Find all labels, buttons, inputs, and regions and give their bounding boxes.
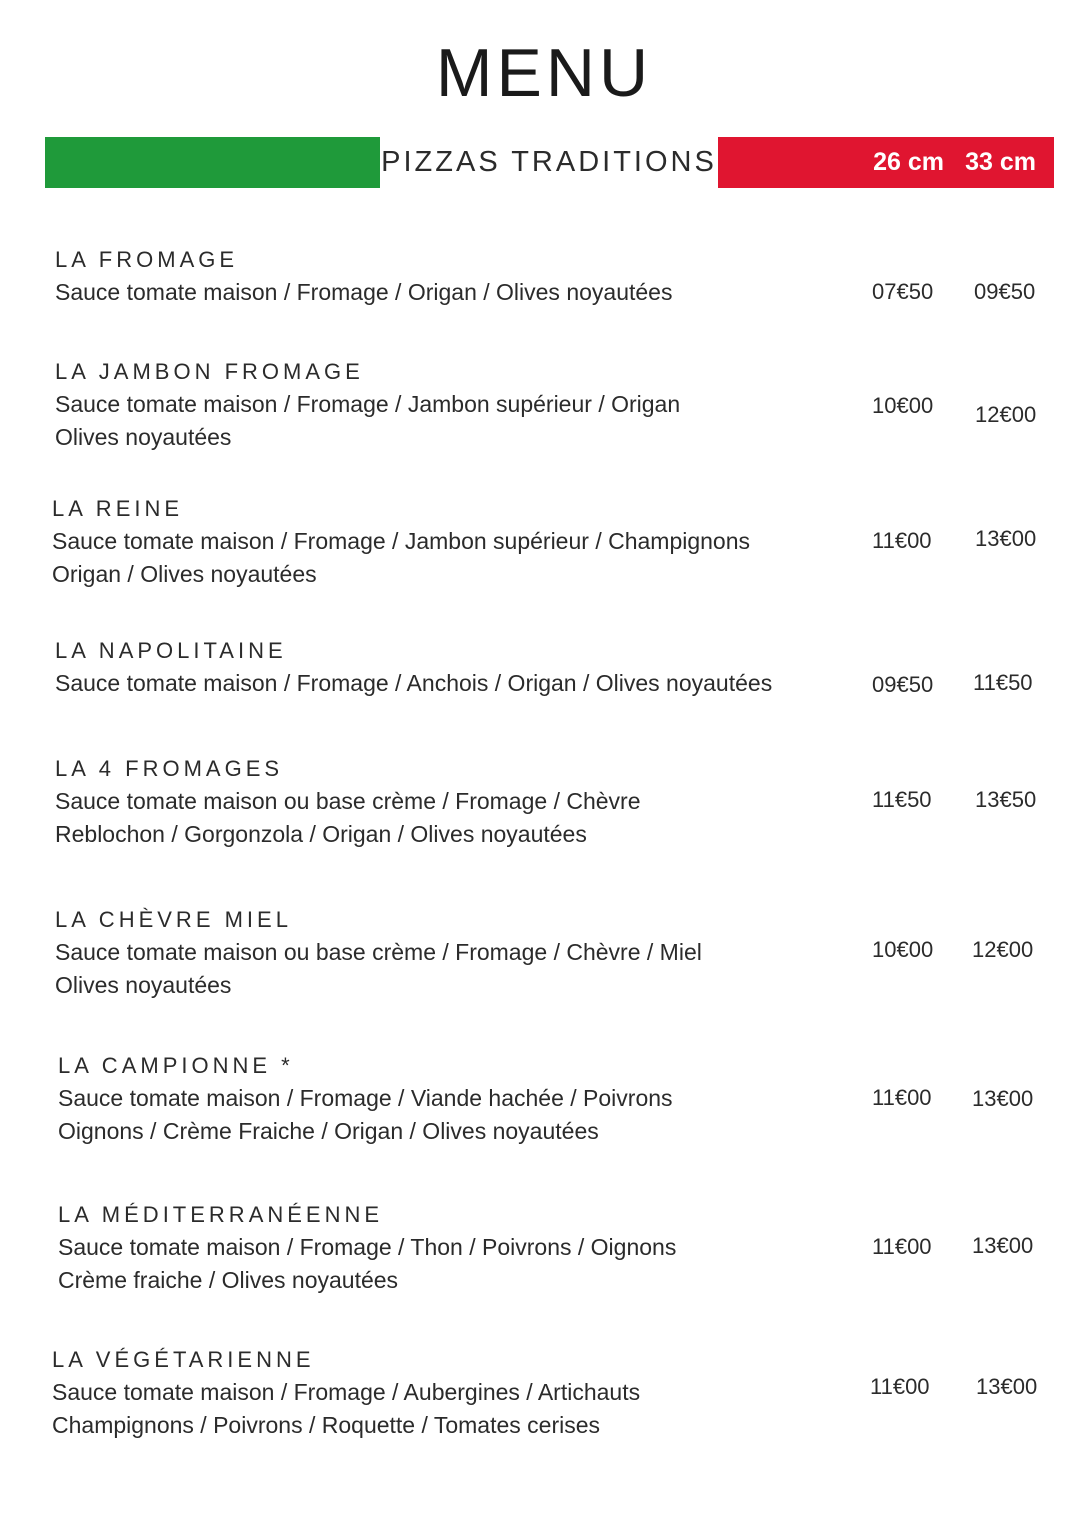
item-description: Sauce tomate maison / Fromage / Aubergines / Artichauts bbox=[52, 1379, 641, 1405]
price-33cm: 13€00 bbox=[976, 1374, 1038, 1399]
menu-title: MENU bbox=[435, 35, 653, 111]
italian-flag-green-band bbox=[45, 137, 380, 188]
price-33cm: 13€00 bbox=[972, 1086, 1034, 1111]
price-33cm: 12€00 bbox=[972, 937, 1034, 962]
price-26cm: 11€00 bbox=[872, 528, 932, 553]
item-description-line2: Oignons / Crème Fraiche / Origan / Olives noyautées bbox=[58, 1118, 599, 1144]
item-name: LA VÉGÉTARIENNE bbox=[52, 1347, 315, 1372]
item-name: LA FROMAGE bbox=[55, 247, 239, 272]
price-26cm: 07€50 bbox=[872, 279, 934, 304]
price-33cm: 13€00 bbox=[972, 1233, 1034, 1258]
section-title: PIZZAS TRADITIONS bbox=[381, 146, 717, 178]
price-26cm: 11€50 bbox=[872, 787, 932, 812]
price-26cm: 10€00 bbox=[872, 937, 934, 962]
price-33cm: 12€00 bbox=[975, 402, 1037, 427]
item-name: LA CHÈVRE MIEL bbox=[55, 907, 292, 932]
item-description: Sauce tomate maison / Fromage / Jambon supérieur / Origan bbox=[55, 391, 681, 417]
item-name: LA CAMPIONNE * bbox=[58, 1053, 294, 1078]
item-description: Sauce tomate maison ou base crème / Fromage / Chèvre bbox=[55, 788, 641, 814]
price-33cm: 13€50 bbox=[975, 787, 1037, 812]
item-name: LA 4 FROMAGES bbox=[55, 756, 284, 781]
item-name: LA JAMBON FROMAGE bbox=[55, 359, 364, 384]
price-26cm: 11€00 bbox=[872, 1085, 932, 1110]
item-description: Sauce tomate maison ou base crème / Fromage / Chèvre / Miel bbox=[55, 939, 702, 965]
item-description-line2: Reblochon / Gorgonzola / Origan / Olives noyautées bbox=[55, 821, 587, 847]
size-header-band bbox=[718, 137, 1054, 188]
item-description-line2: Champignons / Poivrons / Roquette / Tomates cerises bbox=[52, 1412, 601, 1438]
size-small-label: 26 cm bbox=[873, 148, 944, 176]
item-description-line2: Olives noyautées bbox=[55, 972, 232, 998]
item-description: Sauce tomate maison / Fromage / Anchois / Origan / Olives noyautées bbox=[55, 670, 773, 696]
price-26cm: 11€00 bbox=[870, 1374, 930, 1399]
item-description: Sauce tomate maison / Fromage / Viande hachée / Poivrons bbox=[58, 1085, 673, 1111]
price-33cm: 11€50 bbox=[973, 670, 1033, 695]
price-26cm: 09€50 bbox=[872, 672, 934, 697]
item-description-line2: Crème fraiche / Olives noyautées bbox=[58, 1267, 399, 1293]
item-description-line2: Olives noyautées bbox=[55, 424, 232, 450]
size-large-label: 33 cm bbox=[965, 148, 1036, 176]
price-33cm: 09€50 bbox=[974, 279, 1036, 304]
item-description-line2: Origan / Olives noyautées bbox=[52, 561, 317, 587]
price-33cm: 13€00 bbox=[975, 526, 1037, 551]
item-description: Sauce tomate maison / Fromage / Jambon supérieur / Champignons bbox=[52, 528, 751, 554]
item-description: Sauce tomate maison / Fromage / Origan / Olives noyautées bbox=[55, 279, 673, 305]
item-name: LA REINE bbox=[52, 496, 184, 521]
item-description: Sauce tomate maison / Fromage / Thon / Poivrons / Oignons bbox=[58, 1234, 677, 1260]
price-26cm: 11€00 bbox=[872, 1234, 932, 1259]
price-26cm: 10€00 bbox=[872, 393, 934, 418]
item-name: LA NAPOLITAINE bbox=[55, 638, 287, 663]
item-name: LA MÉDITERRANÉENNE bbox=[58, 1202, 384, 1227]
